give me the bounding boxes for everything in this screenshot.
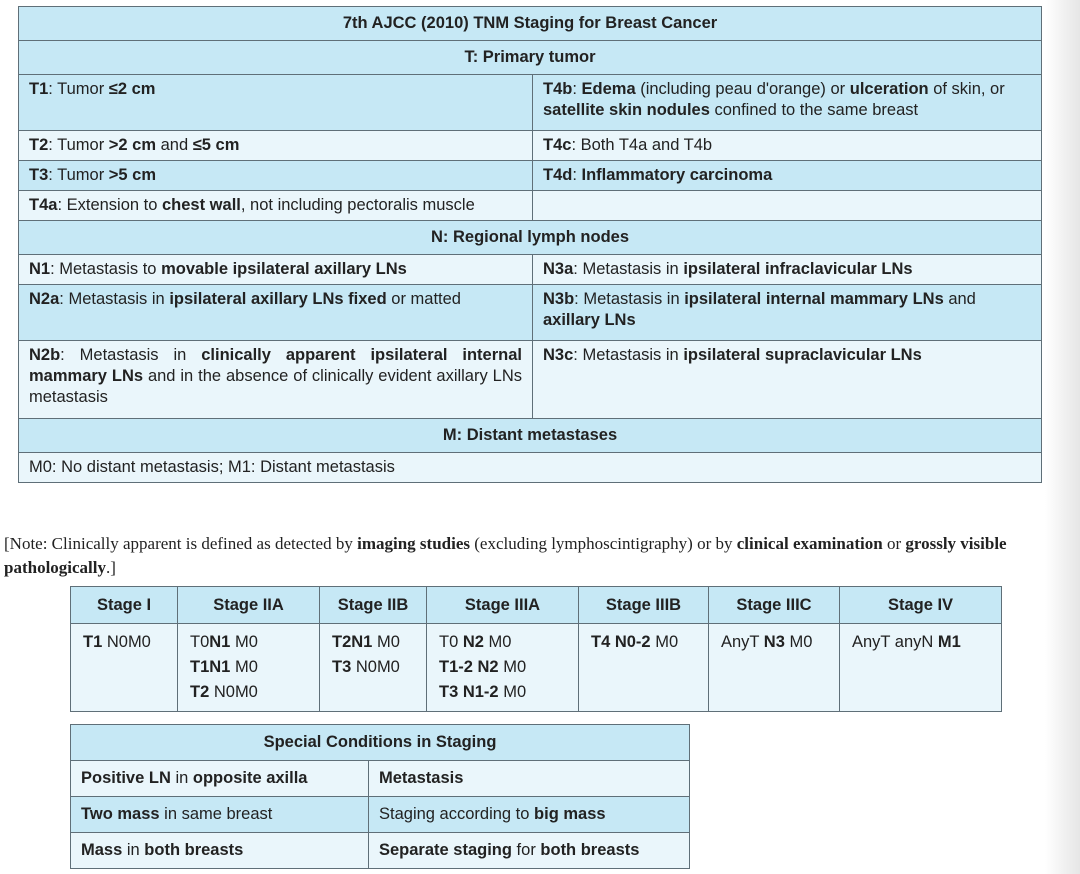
n-header: N: Regional lymph nodes bbox=[19, 221, 1042, 255]
special-rule-cell: Metastasis bbox=[369, 761, 690, 797]
n3b-cell: N3b: Metastasis in ipsilateral internal mammary LNs and axillary LNs bbox=[533, 285, 1042, 341]
stage-i-cell: T1 N0M0 bbox=[71, 624, 178, 712]
tnm-title: 7th AJCC (2010) TNM Staging for Breast Cancer bbox=[19, 7, 1042, 41]
stage-header: Stage IIIB bbox=[579, 587, 709, 624]
special-condition-cell: Two mass in same breast bbox=[71, 797, 369, 833]
m-header-row bbox=[19, 419, 1042, 453]
stage-iia-cell: T0N1 M0 T1N1 M0 T2 N0M0 bbox=[178, 624, 320, 712]
t1-cell: T1: Tumor ≤2 cm bbox=[19, 75, 533, 131]
t4c-cell: T4c: Both T4a and T4b bbox=[533, 131, 1042, 161]
t4b-cell: T4b: Edema (including peau d'orange) or ulceration of skin, or satellite skin nodules confined to the same breast bbox=[533, 75, 1042, 131]
special-rule-cell: Staging according to big mass bbox=[369, 797, 690, 833]
stage-body-row bbox=[71, 624, 1002, 712]
stage-iiic-cell: AnyT N3 M0 bbox=[709, 624, 840, 712]
stage-header: Stage IIB bbox=[320, 587, 427, 624]
stage-iv-cell: AnyT anyN M1 bbox=[840, 624, 1002, 712]
m-header: M: Distant metastases bbox=[19, 419, 1042, 453]
m-cell: M0: No distant metastasis; M1: Distant metastasis bbox=[19, 453, 1042, 483]
n1-cell: N1: Metastasis to movable ipsilateral axillary LNs bbox=[19, 255, 533, 285]
special-header-row bbox=[71, 725, 690, 761]
stage-grouping-table bbox=[70, 586, 1002, 712]
empty-cell bbox=[533, 191, 1042, 221]
special-row-1 bbox=[71, 761, 690, 797]
t-row-1 bbox=[19, 75, 1042, 131]
t4d-cell: T4d: Inflammatory carcinoma bbox=[533, 161, 1042, 191]
t-header: T: Primary tumor bbox=[19, 41, 1042, 75]
stage-header: Stage IIA bbox=[178, 587, 320, 624]
special-conditions-table bbox=[70, 724, 690, 869]
t-row-3 bbox=[19, 161, 1042, 191]
stage-header: Stage IIIC bbox=[709, 587, 840, 624]
special-condition-cell: Positive LN in opposite axilla bbox=[71, 761, 369, 797]
special-row-3 bbox=[71, 833, 690, 869]
t2-cell: T2: Tumor >2 cm and ≤5 cm bbox=[19, 131, 533, 161]
t-header-row bbox=[19, 41, 1042, 75]
t3-cell: T3: Tumor >5 cm bbox=[19, 161, 533, 191]
n3a-cell: N3a: Metastasis in ipsilateral infraclavicular LNs bbox=[533, 255, 1042, 285]
n3c-cell: N3c: Metastasis in ipsilateral supraclavicular LNs bbox=[533, 341, 1042, 419]
n2a-cell: N2a: Metastasis in ipsilateral axillary LNs fixed or matted bbox=[19, 285, 533, 341]
special-condition-cell: Mass in both breasts bbox=[71, 833, 369, 869]
special-title: Special Conditions in Staging bbox=[71, 725, 690, 761]
stage-header: Stage IV bbox=[840, 587, 1002, 624]
stage-header: Stage IIIA bbox=[427, 587, 579, 624]
stage-header-row bbox=[71, 587, 1002, 624]
n-row-2 bbox=[19, 285, 1042, 341]
tnm-staging-table bbox=[18, 6, 1042, 483]
stage-iiib-cell: T4 N0-2 M0 bbox=[579, 624, 709, 712]
m-row bbox=[19, 453, 1042, 483]
t-row-2 bbox=[19, 131, 1042, 161]
tnm-title-row bbox=[19, 7, 1042, 41]
n-row-1 bbox=[19, 255, 1042, 285]
n-header-row bbox=[19, 221, 1042, 255]
t-row-4 bbox=[19, 191, 1042, 221]
t4a-cell: T4a: Extension to chest wall, not including pectoralis muscle bbox=[19, 191, 533, 221]
special-rule-cell: Separate staging for both breasts bbox=[369, 833, 690, 869]
stage-iiia-cell: T0 N2 M0 T1-2 N2 M0 T3 N1-2 M0 bbox=[427, 624, 579, 712]
special-row-2 bbox=[71, 797, 690, 833]
stage-iib-cell: T2N1 M0 T3 N0M0 bbox=[320, 624, 427, 712]
n-row-3 bbox=[19, 341, 1042, 419]
n2b-cell: N2b: Metastasis in clinically apparent ipsilateral internal mammary LNs and in the absence of clinically evident axillary LNs metastasis bbox=[19, 341, 533, 419]
footnote: [Note: Clinically apparent is defined as detected by imaging studies (excluding lymphoscintigraphy) or by clinical examination or grossly visible pathologically.] bbox=[4, 534, 1007, 577]
stage-header: Stage I bbox=[71, 587, 178, 624]
